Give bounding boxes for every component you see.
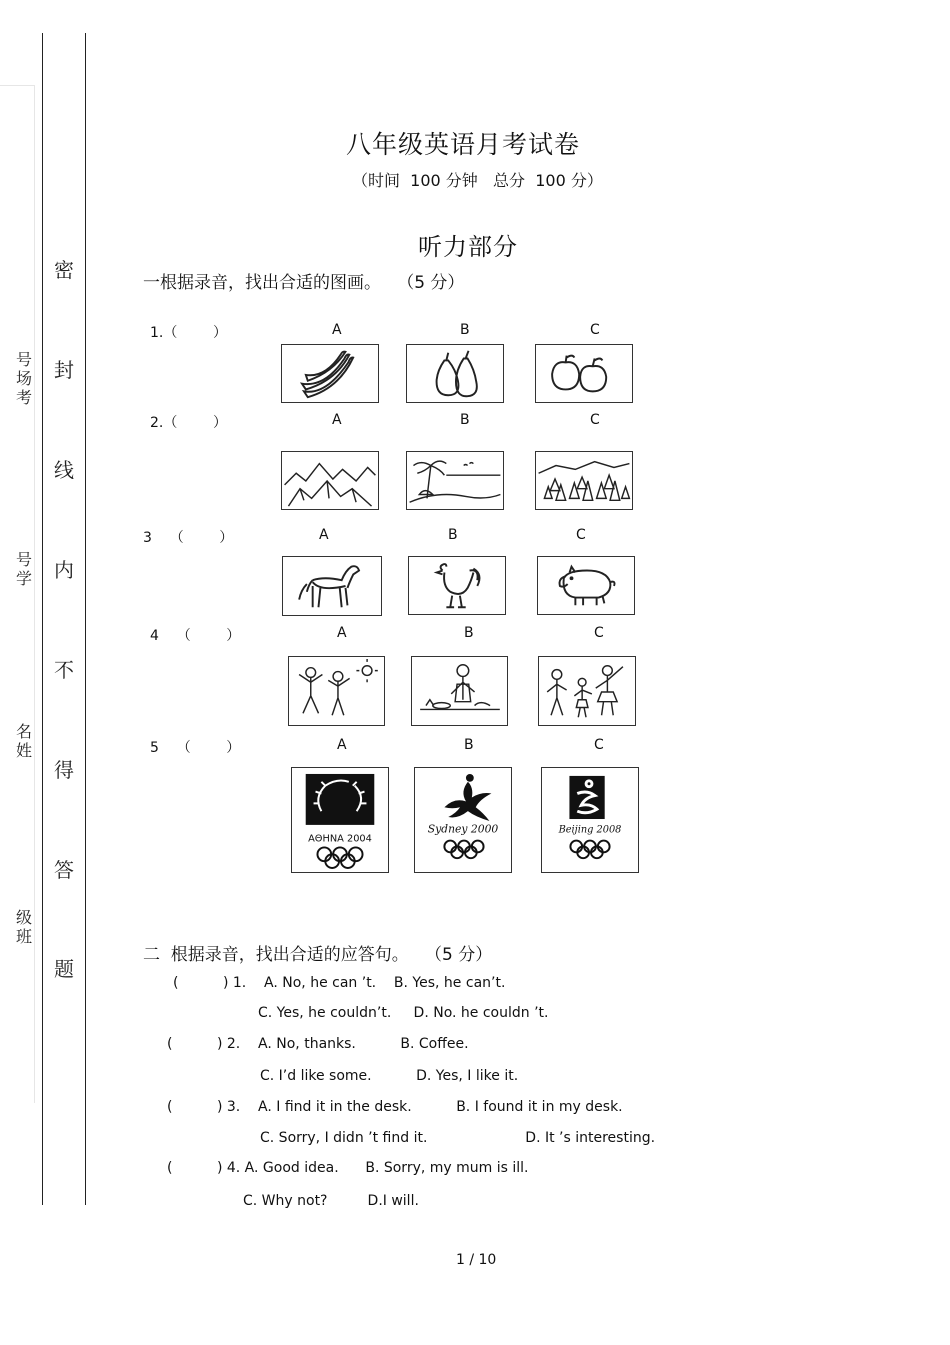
rooster-icon[interactable] [408, 556, 506, 615]
question-number: 1.（ ） [150, 325, 227, 341]
section-title: 听力部分 [418, 233, 518, 261]
seal-char: 线 [54, 458, 74, 482]
exam-room-number-label: 号场考 [15, 350, 32, 407]
exam-title: 八年级英语月考试卷 [346, 130, 581, 159]
seal-char: 题 [54, 957, 74, 981]
binding-line-right [85, 33, 86, 1205]
seal-char: 密 [54, 258, 74, 282]
seal-char: 得 [54, 758, 74, 782]
answer-line: ( ) 2. A. No, thanks. B. Coffee. [167, 1036, 469, 1052]
forest-icon[interactable] [535, 451, 633, 510]
question-number: 4 （ ） [150, 628, 241, 644]
sydney-logo-text: Sydney 2000 [427, 822, 499, 836]
seal-char: 答 [54, 858, 74, 882]
pears-icon[interactable] [406, 344, 504, 403]
cooking-icon[interactable] [411, 656, 508, 726]
beach-icon[interactable] [406, 451, 504, 510]
option-label-b: B [448, 527, 458, 543]
question-number: 5 （ ） [150, 740, 241, 756]
margin-top-rule [0, 85, 34, 86]
option-label-b: B [460, 412, 470, 428]
pig-icon[interactable] [537, 556, 635, 615]
option-label-a: A [337, 625, 347, 641]
answer-line: ( ) 3. A. I find it in the desk. B. I found it in my desk. [167, 1099, 623, 1115]
binding-line-left [42, 33, 43, 1205]
horse-icon[interactable] [282, 556, 382, 616]
class-label: 级班 [15, 908, 32, 946]
question-number: 3 （ ） [143, 530, 234, 546]
answer-line: C. Sorry, I didn ’t find it. D. It ’s interesting. [260, 1130, 656, 1146]
sydney-2000-logo[interactable] [414, 767, 512, 873]
option-label-b: B [460, 322, 470, 338]
student-number-label: 号学 [15, 550, 32, 588]
mountains-icon[interactable] [281, 451, 379, 510]
answer-line: C. I’d like some. D. Yes, I like it. [260, 1068, 519, 1084]
option-label-b: B [464, 737, 474, 753]
beijing-2008-logo[interactable] [541, 767, 639, 873]
option-label-a: A [319, 527, 329, 543]
seal-char: 内 [54, 558, 74, 582]
option-label-c: C [590, 412, 600, 428]
dancing-kids-icon[interactable] [538, 656, 636, 726]
seal-char: 封 [54, 358, 74, 382]
answer-line: ( ) 4. A. Good idea. B. Sorry, my mum is ill. [167, 1160, 529, 1176]
name-label: 名姓 [15, 722, 32, 760]
beijing-logo-text: Beijing 2008 [558, 824, 622, 836]
answer-line: ( ) 1. A. No, he can ’t. B. Yes, he can’t. [173, 975, 506, 991]
apples-icon[interactable] [535, 344, 633, 403]
option-label-c: C [576, 527, 586, 543]
margin-inner-rule [34, 85, 35, 1103]
option-label-c: C [590, 322, 600, 338]
option-label-c: C [594, 625, 604, 641]
option-label-a: A [332, 322, 342, 338]
athens-logo-text: ΑΘΗΝΑ 2004 [308, 833, 372, 845]
option-label-a: A [337, 737, 347, 753]
option-label-c: C [594, 737, 604, 753]
part1-heading: 一根据录音，找出合适的图画。 （5 分） [143, 273, 465, 293]
answer-line: C. Yes, he couldn’t. D. No. he couldn ’t. [258, 1005, 549, 1021]
option-label-b: B [464, 625, 474, 641]
question-number: 2.（ ） [150, 415, 227, 431]
answer-line: C. Why not? D.I will. [243, 1193, 419, 1209]
seal-char: 不 [54, 658, 74, 682]
bananas-icon[interactable] [281, 344, 379, 403]
exam-subtitle: （时间 100 分钟 总分 100 分） [352, 171, 603, 190]
athens-2004-logo[interactable] [291, 767, 389, 873]
part2-heading: 二 根据录音，找出合适的应答句。 （5 分） [143, 945, 493, 965]
exercising-kids-icon[interactable] [288, 656, 385, 726]
option-label-a: A [332, 412, 342, 428]
page-number: 1 / 10 [456, 1252, 497, 1268]
